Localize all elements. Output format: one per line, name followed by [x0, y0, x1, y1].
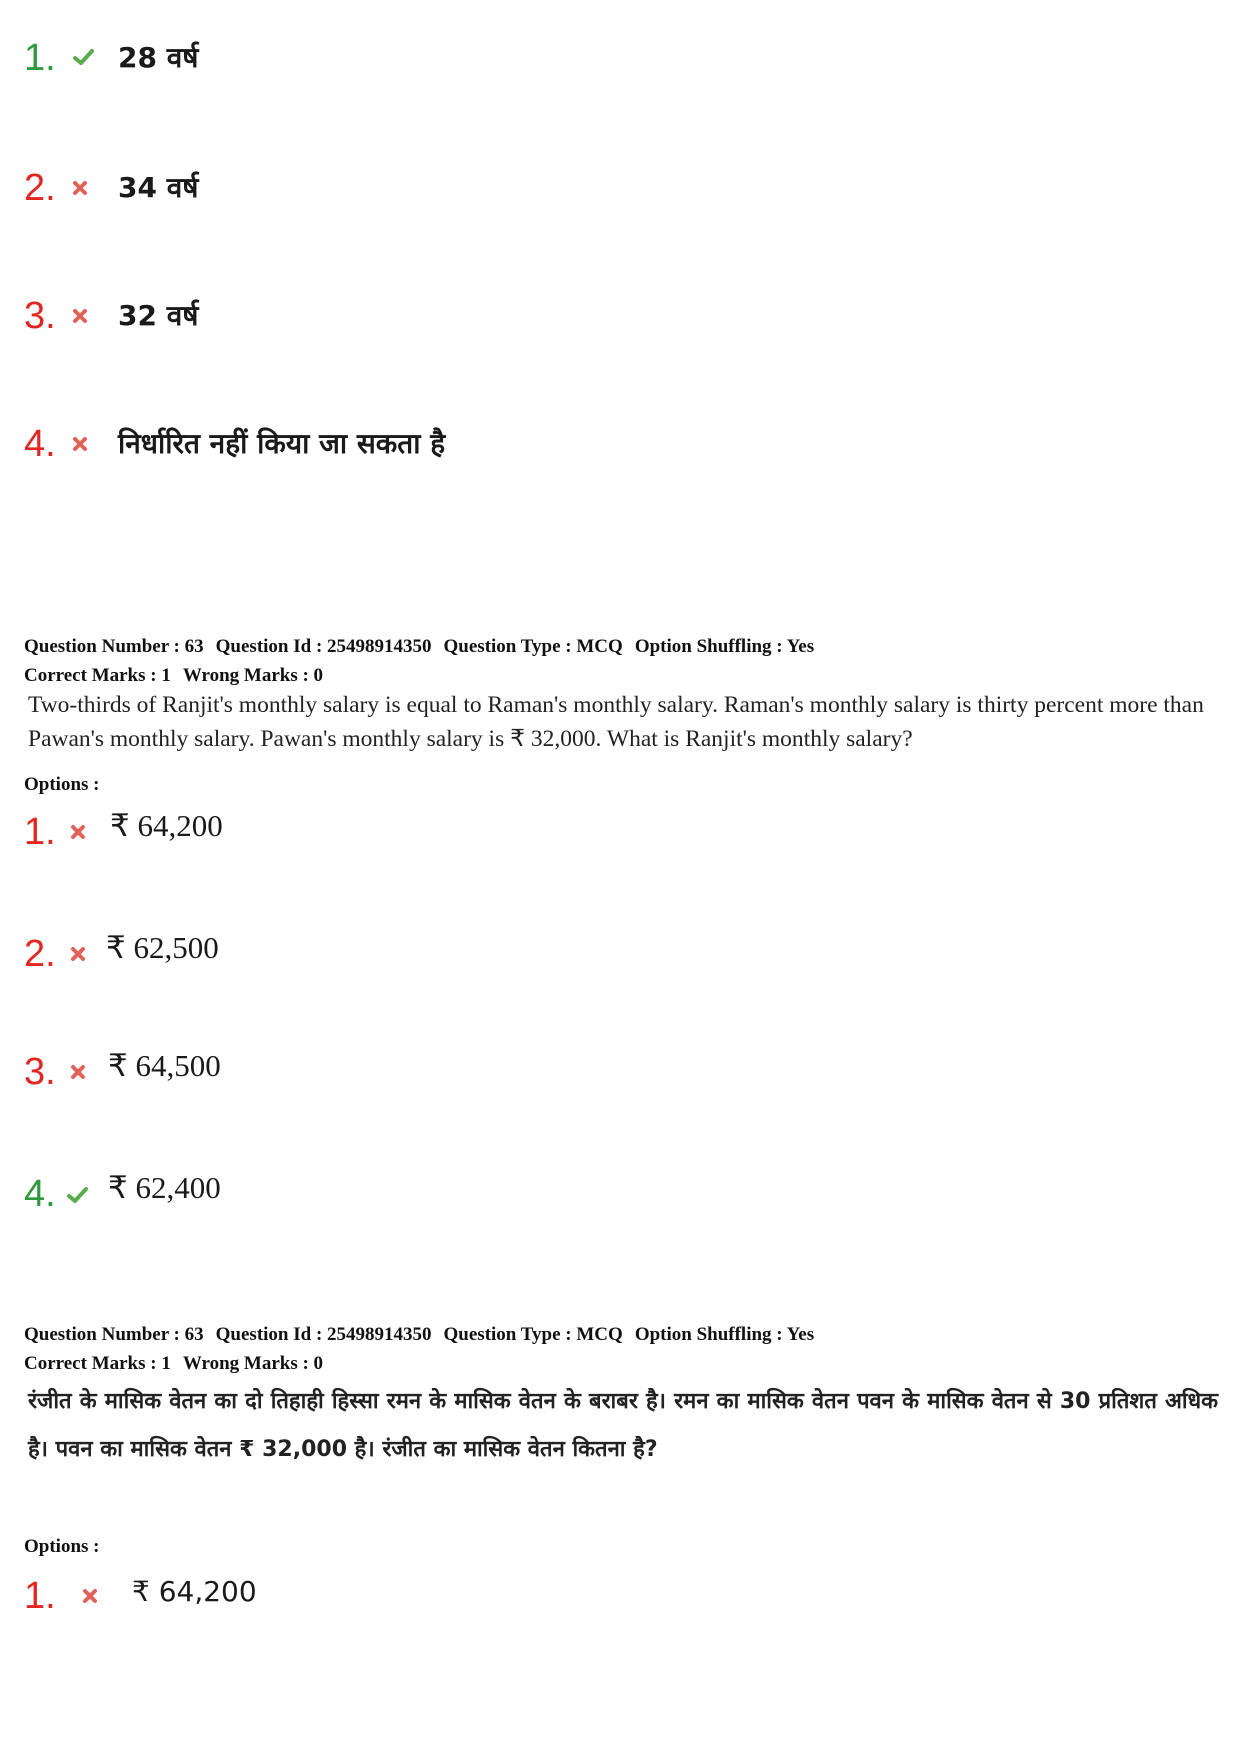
options-label: Options : — [24, 1536, 100, 1557]
question-type: Question Type : MCQ — [443, 1324, 623, 1345]
cross-icon — [70, 1064, 92, 1086]
option-shuffling: Option Shuffling : Yes — [634, 636, 815, 657]
question-number: Question Number : 63 — [24, 636, 204, 657]
cross-icon — [70, 824, 92, 846]
wrong-marks: Wrong Marks : 0 — [182, 1353, 324, 1374]
option-text: ₹ 62,400 — [108, 1170, 221, 1205]
option-number: 4. — [24, 423, 56, 465]
option-number: 3. — [24, 295, 56, 337]
cross-icon — [72, 308, 94, 330]
marks-meta — [24, 1349, 323, 1379]
marks-meta — [24, 661, 323, 691]
cross-icon — [72, 180, 94, 202]
cross-icon — [82, 1588, 104, 1610]
check-icon — [72, 46, 94, 68]
option-number: 1. — [24, 37, 56, 79]
option-number: 2. — [24, 933, 56, 975]
option-text: ₹ 64,200 — [132, 1575, 257, 1608]
option-text: ₹ 62,500 — [106, 930, 219, 965]
option-text: 32 वर्ष — [118, 299, 199, 332]
question-text: Two-thirds of Ranjit's monthly salary is equal to Raman's monthly salary. Raman's monthly salary is thirty percent more than Pawan's monthly salary. Pawan's monthly salary is ₹ 32,000. What is Ranjit's monthly salary? — [28, 692, 1204, 752]
option-text: 28 वर्ष — [118, 41, 199, 74]
option-number: 2. — [24, 167, 56, 209]
cross-icon — [70, 946, 92, 968]
question-id: Question Id : 25498914350 — [215, 636, 432, 657]
question-meta — [24, 1320, 814, 1350]
question-text: रंजीत के मासिक वेतन का दो तिहाही हिस्सा रमन के मासिक वेतन के बराबर है। रमन का मासिक वेतन पवन के मासिक वेतन से 30 प्रतिशत अधिक है। पवन का मासिक वेतन ₹ 32,000 है। रंजीत का मासिक वेतन कितना है? — [28, 1389, 1218, 1462]
question-number: Question Number : 63 — [24, 1324, 204, 1345]
option-number: 1. — [24, 1575, 56, 1617]
option-number: 1. — [24, 811, 56, 853]
wrong-marks: Wrong Marks : 0 — [182, 665, 324, 686]
cross-icon — [72, 436, 94, 458]
option-text: निर्धारित नहीं किया जा सकता है — [118, 427, 446, 460]
option-text: 34 वर्ष — [118, 171, 199, 204]
option-number: 4. — [24, 1173, 56, 1215]
options-label: Options : — [24, 774, 100, 795]
question-id: Question Id : 25498914350 — [215, 1324, 432, 1345]
option-text: ₹ 64,500 — [108, 1048, 221, 1083]
correct-marks: Correct Marks : 1 — [24, 1353, 171, 1374]
correct-marks: Correct Marks : 1 — [24, 665, 171, 686]
question-meta — [24, 632, 814, 662]
option-number: 3. — [24, 1051, 56, 1093]
question-type: Question Type : MCQ — [443, 636, 623, 657]
option-shuffling: Option Shuffling : Yes — [634, 1324, 815, 1345]
check-icon — [66, 1184, 88, 1206]
option-text: ₹ 64,200 — [110, 808, 223, 843]
